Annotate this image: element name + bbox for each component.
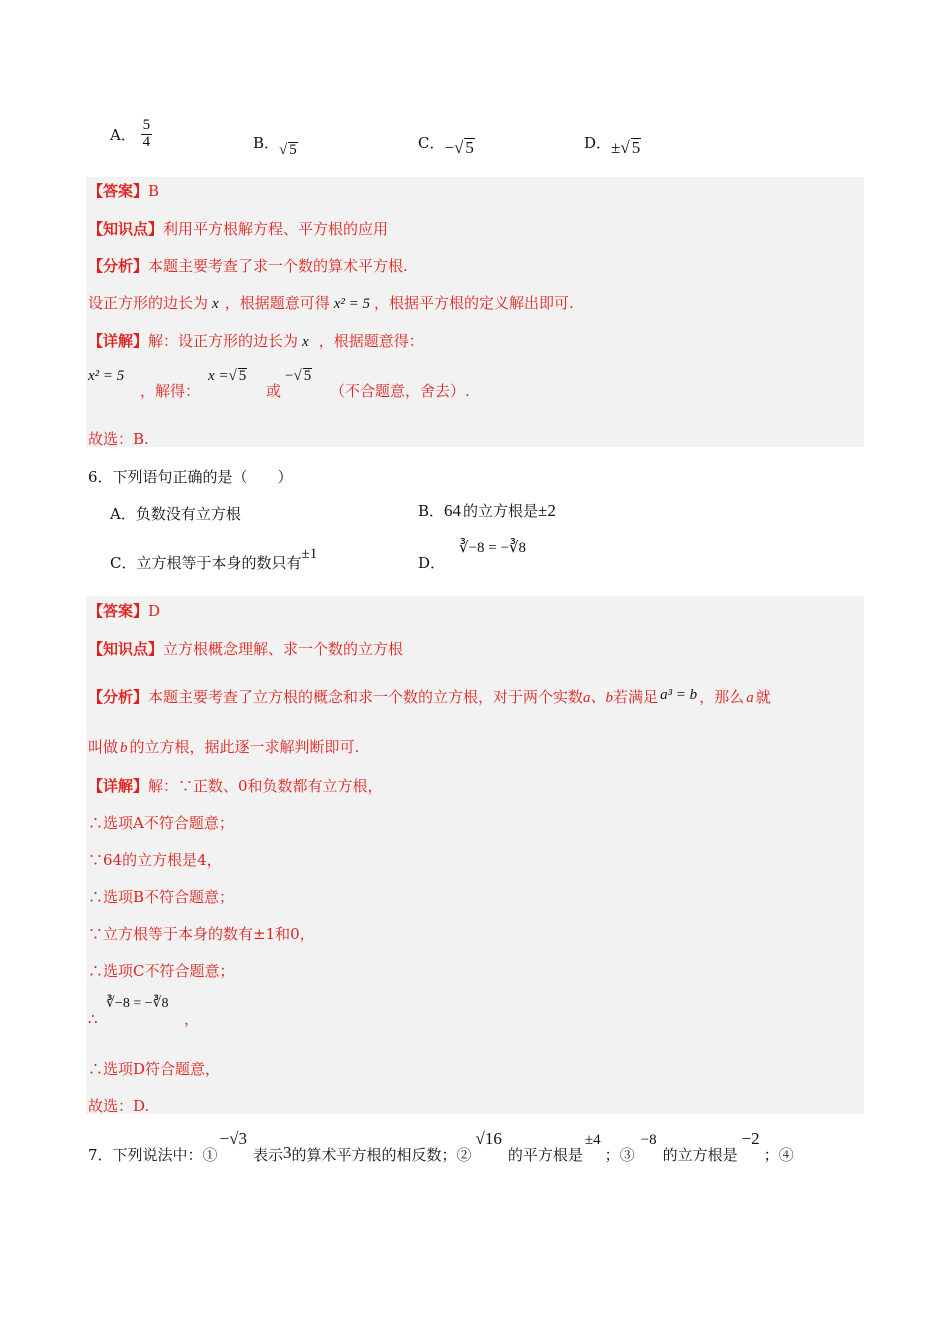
- variable-x: x: [302, 334, 309, 350]
- sqrt-sign: √: [279, 142, 288, 158]
- option-label: B．: [418, 502, 445, 520]
- q6-step-6-comma: ，: [184, 1010, 200, 1028]
- q6-step-5: ∴选项C不符合题意；: [88, 962, 235, 980]
- number: 64: [444, 501, 462, 520]
- number: 3: [282, 1143, 292, 1162]
- text: 解：∵正数、0和负数都有立方根，: [148, 777, 383, 795]
- answer-tag: 【答案】: [88, 182, 149, 200]
- q6-option-b[interactable]: [418, 500, 556, 521]
- q5-option-a[interactable]: [110, 118, 152, 151]
- text: 解：设正方形的边长为: [148, 332, 299, 350]
- q6-step-4: ∵立方根等于本身的数有±1和0，: [88, 925, 315, 943]
- q6-step-2: ∵64的立方根是4，: [88, 851, 222, 869]
- q6-option-c[interactable]: [110, 542, 318, 572]
- detail-tag: 【详解】: [88, 777, 149, 795]
- q6-step-7: ∴选项D符合题意，: [88, 1060, 221, 1078]
- denominator: 4: [142, 133, 151, 150]
- q5-final: 故选：B.: [88, 430, 149, 448]
- radicand: 5: [303, 368, 312, 384]
- analysis-tag: 【分析】: [88, 688, 149, 706]
- answer-tag: 【答案】: [88, 602, 149, 620]
- q6-step-6-expression: ∛−8 = −∛8: [106, 996, 169, 1011]
- q6-analysis-line-2: [88, 736, 359, 757]
- text: ，那么: [699, 688, 745, 706]
- q5-equation: x² = 5: [88, 368, 125, 384]
- text: 本题主要考查了立方根的概念和求一个数的立方根，对于两个实数: [148, 688, 584, 706]
- q6-step-3: ∴选项B不符合题意；: [88, 888, 235, 906]
- q6-option-a[interactable]: A．负数没有立方根: [110, 505, 241, 523]
- text: 就: [755, 688, 771, 706]
- text: ；③: [604, 1146, 635, 1164]
- value-2: ±4: [584, 1132, 601, 1148]
- analysis-text: 本题主要考查了求一个数的算术平方根.: [148, 257, 408, 275]
- q6-analysis-line: [88, 686, 771, 707]
- radicand: 5: [238, 368, 247, 384]
- expression: ∛−8 = −∛8: [459, 540, 527, 556]
- option-label: A．: [110, 125, 136, 144]
- knowledge-text: 利用平方根解方程、平方根的应用: [163, 220, 389, 238]
- q7-stem: [88, 1128, 794, 1164]
- solution-lhs: x =: [208, 368, 229, 384]
- minus-sign: −: [444, 138, 455, 157]
- text: 的平方根是: [507, 1146, 583, 1164]
- sqrt-sign: √: [454, 138, 464, 157]
- answer-value: B: [148, 182, 160, 200]
- q5-option-d[interactable]: [584, 132, 641, 157]
- text: ，根据题意可得: [224, 294, 330, 312]
- text: 的算术平方根的相反数；②: [291, 1146, 472, 1164]
- text: 表示: [252, 1146, 283, 1164]
- value: ±2: [538, 501, 556, 520]
- q5-solve-text: ，解得：: [140, 382, 201, 400]
- minus-sign: −: [285, 368, 294, 384]
- option-text: 的立方根是: [463, 502, 539, 520]
- text: 的立方根，据此逐一求解判断即可.: [129, 738, 360, 756]
- q5-option-c[interactable]: [418, 132, 475, 157]
- q5-reject-text: （不合题意，舍去）.: [330, 382, 470, 400]
- q6-option-d[interactable]: [418, 536, 527, 572]
- q6-step-6-therefore: ∴: [88, 1010, 98, 1028]
- plus-minus-sign: ±: [611, 138, 621, 157]
- q5-analysis-line-2: [88, 292, 574, 313]
- knowledge-text: 立方根概念理解、求一个数的立方根: [163, 640, 404, 658]
- q6-final: 故选：D.: [88, 1097, 150, 1115]
- option-label: D．: [584, 134, 612, 152]
- value: ±1: [301, 546, 318, 562]
- detail-tag: 【详解】: [88, 332, 149, 350]
- expression-1: −√3: [219, 1129, 247, 1148]
- q5-knowledge-line: [88, 218, 388, 239]
- text: 若满足: [613, 688, 659, 706]
- text: ，根据题意得：: [318, 332, 424, 350]
- text: 设正方形的边长为: [88, 294, 209, 312]
- answer-value: D: [148, 602, 161, 620]
- sqrt-sign: √: [228, 368, 237, 384]
- q5-answer-line: [88, 180, 159, 201]
- variables-a-b: a、b: [583, 690, 614, 706]
- q6-detail-line: [88, 775, 383, 796]
- sqrt-sign: √: [620, 138, 630, 157]
- q6-stem: 6．下列语句正确的是（ ）: [88, 468, 293, 486]
- value-3: −2: [741, 1129, 760, 1148]
- option-label: D．: [418, 554, 446, 572]
- variable-a: a: [746, 690, 754, 706]
- q5-or-text: 或: [266, 382, 282, 400]
- option-label: B．: [253, 134, 280, 152]
- text: ，根据平方根的定义解出即可.: [373, 294, 574, 312]
- option-text: C．立方根等于本身的数只有: [110, 554, 302, 572]
- text: 叫做: [88, 738, 119, 756]
- variable-b: b: [120, 740, 128, 756]
- variable-x: x: [212, 296, 219, 312]
- q5-analysis-line: [88, 255, 408, 276]
- equation: x² = 5: [333, 296, 370, 312]
- radicand: 5: [289, 142, 297, 158]
- radicand: 5: [631, 138, 641, 157]
- q6-knowledge-line: [88, 638, 403, 659]
- option-label: C．: [418, 134, 445, 152]
- q5-detail-line: [88, 330, 424, 351]
- q5-solution-2: [285, 366, 312, 385]
- fraction: [141, 118, 153, 151]
- knowledge-tag: 【知识点】: [88, 640, 164, 658]
- sqrt-sign: √: [293, 368, 302, 384]
- expression-3: −8: [640, 1132, 657, 1148]
- equation: a³ = b: [660, 687, 698, 703]
- numerator: 5: [142, 117, 151, 133]
- q5-solution-1: [208, 366, 247, 385]
- text: ；④: [763, 1146, 794, 1164]
- expression-2: √16: [475, 1129, 502, 1148]
- text: 的立方根是: [662, 1146, 738, 1164]
- knowledge-tag: 【知识点】: [88, 220, 164, 238]
- text: 7．下列说法中：①: [88, 1146, 218, 1164]
- q6-answer-line: [88, 600, 160, 621]
- q5-option-b[interactable]: [253, 132, 298, 158]
- analysis-tag: 【分析】: [88, 257, 149, 275]
- radicand: 5: [465, 138, 474, 157]
- q6-step-1: ∴选项A不符合题意；: [88, 814, 234, 832]
